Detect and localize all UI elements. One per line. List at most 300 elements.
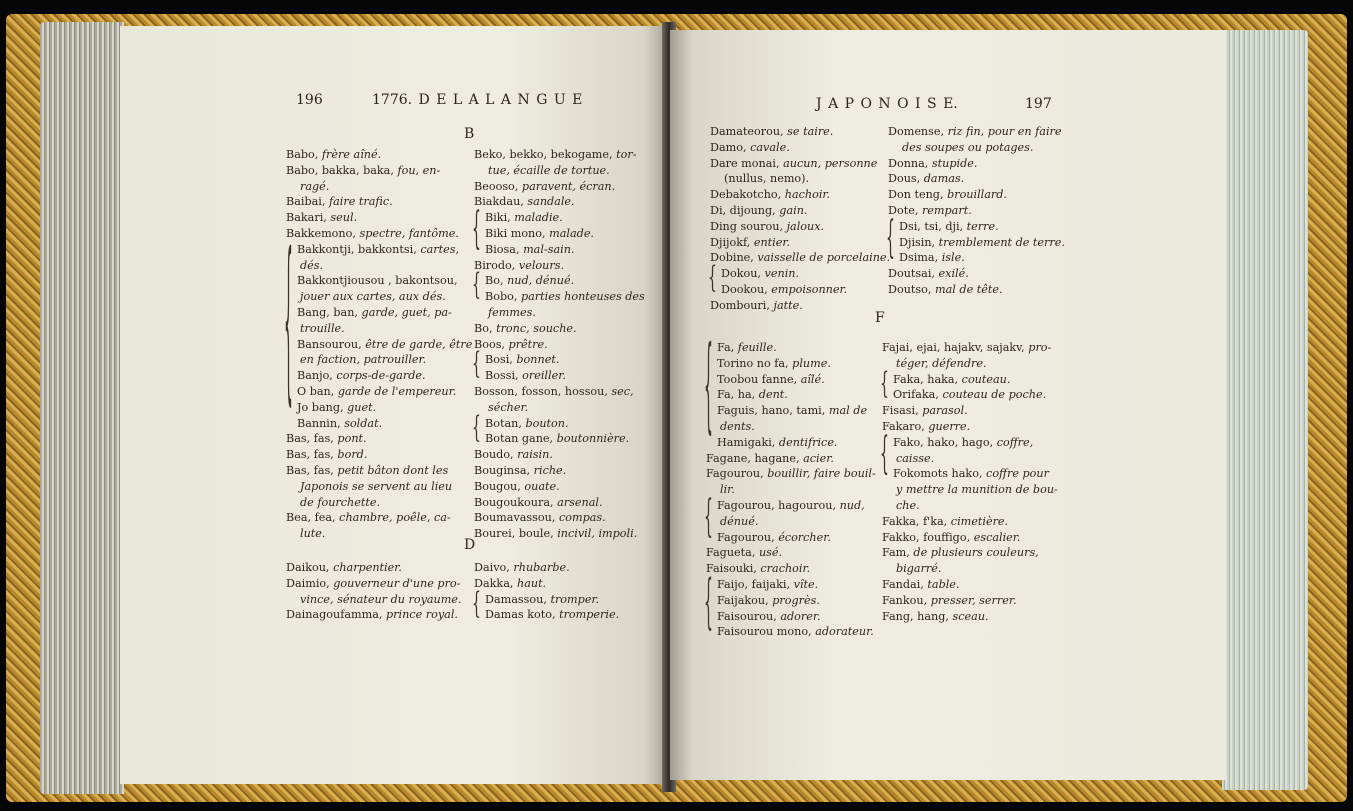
- definition: sécher.: [488, 400, 529, 414]
- dictionary-line: [474, 526, 645, 542]
- headword: Bosson, fosson, hossou,: [474, 384, 612, 398]
- definition: fou, en-: [397, 163, 441, 177]
- definition: mal-sain.: [523, 242, 575, 256]
- definition: isle.: [941, 251, 965, 265]
- headword: Baibai,: [286, 195, 329, 209]
- section-f-column-1: [704, 330, 876, 640]
- definition: damas.: [923, 172, 965, 186]
- headword: Banjo,: [297, 369, 337, 383]
- dictionary-line: [286, 576, 462, 592]
- definition: en faction, patrouiller.: [300, 353, 427, 367]
- headword: Djijokf,: [710, 235, 754, 249]
- definition: incivil, impoli.: [557, 527, 638, 541]
- dictionary-line: [710, 156, 890, 172]
- definition: corps-de-garde.: [336, 369, 426, 383]
- definition: dentifrice.: [778, 435, 838, 449]
- definition: des soupes ou potages.: [902, 140, 1034, 154]
- headword: Dakka,: [474, 576, 517, 590]
- dictionary-line: [882, 482, 1058, 498]
- page-edges-right: [1222, 30, 1308, 790]
- headword: Bansourou,: [297, 337, 366, 351]
- definition: riche.: [533, 463, 567, 477]
- definition: ragé.: [300, 179, 330, 193]
- dictionary-line: [474, 576, 619, 592]
- headword: (nullus, nemo).: [724, 172, 810, 186]
- definition: vaisselle de porcelaine.: [757, 251, 891, 265]
- headword: Bannin,: [297, 416, 345, 430]
- dictionary-line: [286, 592, 462, 608]
- dictionary-line: [286, 305, 472, 321]
- dictionary-line: [474, 337, 645, 353]
- definition: adorateur.: [815, 625, 874, 639]
- dictionary-line: [286, 495, 472, 511]
- definition: sceau.: [952, 609, 989, 623]
- definition: être de garde, être: [365, 337, 473, 351]
- headword: Biki mono,: [485, 226, 550, 240]
- definition: se taire.: [787, 125, 834, 138]
- dictionary-line: [710, 250, 890, 266]
- dictionary-line: [706, 498, 876, 514]
- headword: Faka, haka,: [893, 372, 962, 386]
- definition: rempart.: [921, 203, 972, 217]
- definition: sandale.: [527, 195, 575, 209]
- definition: tronc, souche.: [496, 321, 577, 335]
- section-b-column-2: [474, 147, 645, 542]
- headword: Fakko, fouffigo,: [882, 530, 974, 544]
- headword: Domense,: [888, 125, 948, 138]
- definition: spectre, fantôme.: [359, 226, 459, 240]
- dictionary-line: [706, 609, 876, 625]
- dictionary-line: [286, 258, 472, 274]
- definition: frère aîné.: [321, 148, 382, 161]
- definition: jaloux.: [786, 219, 825, 233]
- headword: Bossi,: [485, 369, 523, 383]
- headword: Faisourou,: [717, 609, 781, 623]
- definition: prêtre.: [508, 337, 548, 351]
- headword: Bea, fea,: [286, 511, 340, 525]
- definition: seul.: [330, 211, 358, 225]
- definition: garde, guet, pa-: [361, 305, 452, 319]
- headword: Hamigaki,: [717, 435, 779, 449]
- headword: Dare monai,: [710, 156, 784, 170]
- dictionary-line: [474, 194, 645, 210]
- definition: lir.: [720, 483, 735, 497]
- headword: Faisourou mono,: [717, 625, 816, 639]
- dictionary-line: [710, 187, 890, 203]
- definition: rhubarbe.: [513, 561, 570, 574]
- headword: Bobo,: [485, 290, 521, 304]
- section-letter-b: B: [464, 126, 475, 142]
- dictionary-line: [882, 419, 1058, 435]
- section-d-column-2: [474, 560, 619, 623]
- headword: Boumavassou,: [474, 511, 559, 525]
- dictionary-line: [286, 526, 472, 542]
- headword: Doutso,: [888, 282, 935, 296]
- dictionary-line: [710, 298, 890, 314]
- headword: Fagourou, hagourou,: [717, 498, 840, 512]
- definition: acier.: [803, 451, 834, 465]
- definition: ouate.: [524, 479, 560, 493]
- definition: malade.: [549, 226, 594, 240]
- headword: Dobine,: [710, 251, 758, 265]
- dictionary-line: [474, 273, 645, 289]
- definition: vince, sénateur du royaume.: [300, 592, 462, 606]
- headword: Fokomots hako,: [893, 467, 987, 481]
- headword: Orifaka,: [893, 388, 943, 402]
- dictionary-line: [882, 609, 1058, 625]
- dictionary-line: [474, 179, 645, 195]
- definition: bouillir, faire bouil-: [767, 467, 876, 481]
- dictionary-line: [710, 203, 890, 219]
- dictionary-line: [474, 510, 645, 526]
- dictionary-line: [474, 431, 645, 447]
- dictionary-line: [710, 219, 890, 235]
- right-top-column-1: [710, 124, 890, 314]
- definition: dés.: [300, 258, 324, 272]
- dictionary-line: [706, 451, 876, 467]
- headword: Bakkontji, bakkontsi,: [297, 242, 421, 256]
- dictionary-line: [882, 387, 1058, 403]
- dictionary-line: [474, 384, 645, 400]
- dictionary-line: [474, 305, 645, 321]
- dictionary-line: [710, 266, 890, 282]
- headword: Bas, fas,: [286, 463, 338, 477]
- dictionary-line: [286, 560, 462, 576]
- left-running-head: 1776. D E L A L A N G U E: [372, 92, 583, 108]
- headword: Babo,: [286, 148, 322, 161]
- dictionary-line: [882, 466, 1058, 482]
- dictionary-line: [710, 282, 890, 298]
- dictionary-line: [882, 545, 1058, 561]
- dictionary-line: [474, 495, 645, 511]
- headword: Doutsai,: [888, 267, 939, 281]
- dictionary-line: [474, 210, 645, 226]
- dictionary-line: [882, 530, 1058, 546]
- headword: Damas koto,: [485, 608, 560, 622]
- headword: Beko, bekko, bekogame,: [474, 148, 617, 161]
- dictionary-line: [706, 482, 876, 498]
- dictionary-line: [286, 447, 472, 463]
- definition: tremblement de terre.: [938, 235, 1065, 249]
- definition: venin.: [764, 267, 800, 281]
- headword: Dote,: [888, 203, 922, 217]
- left-page: [120, 26, 666, 784]
- headword: Dous,: [888, 172, 924, 186]
- headword: Biosa,: [485, 242, 524, 256]
- headword: Bas, fas,: [286, 448, 338, 462]
- dictionary-line: [882, 340, 1058, 356]
- dictionary-line: [286, 226, 472, 242]
- dictionary-line: [888, 250, 1065, 266]
- definition: parties honteuses des: [520, 290, 645, 304]
- dictionary-line: [286, 194, 472, 210]
- dictionary-line: [706, 561, 876, 577]
- dictionary-line: [888, 140, 1065, 156]
- definition: lute.: [300, 527, 326, 541]
- definition: femmes.: [488, 305, 536, 319]
- headword: Fagourou,: [706, 467, 768, 481]
- definition: petit bâton dont les: [337, 463, 449, 477]
- definition: tromperie.: [559, 608, 620, 622]
- headword: Daimio,: [286, 576, 334, 590]
- definition: écorcher.: [778, 530, 831, 544]
- dictionary-line: [474, 289, 645, 305]
- headword: Beooso,: [474, 179, 522, 193]
- dictionary-line: [888, 266, 1065, 282]
- headword: Daikou,: [286, 561, 334, 574]
- brace-glyph: {: [704, 330, 713, 449]
- definition: prince royal.: [386, 608, 458, 622]
- dictionary-line: [286, 337, 472, 353]
- headword: Fagueta,: [706, 546, 759, 560]
- dictionary-line: [888, 187, 1065, 203]
- dictionary-line: [710, 124, 890, 140]
- headword: Bakari,: [286, 211, 331, 225]
- dictionary-line: [474, 400, 645, 416]
- dictionary-line: [888, 171, 1065, 187]
- dictionary-line: [710, 235, 890, 251]
- dictionary-line: [706, 387, 876, 403]
- dictionary-line: [286, 400, 472, 416]
- definition: pro-: [1028, 341, 1052, 354]
- brace-glyph: {: [880, 367, 889, 402]
- dictionary-line: [474, 368, 645, 384]
- dictionary-line: [882, 451, 1058, 467]
- definition: mal de tête.: [935, 282, 1003, 296]
- definition: arsenal.: [557, 495, 603, 509]
- dictionary-line: [474, 321, 645, 337]
- headword: Fakaro,: [882, 419, 929, 433]
- dictionary-line: [882, 435, 1058, 451]
- headword: O ban,: [297, 384, 338, 398]
- headword: Botan gane,: [485, 432, 557, 446]
- dictionary-line: [474, 447, 645, 463]
- definition: bord.: [337, 448, 368, 462]
- dictionary-line: [706, 403, 876, 419]
- definition: caisse.: [896, 451, 935, 465]
- definition: coffre pour: [986, 467, 1049, 481]
- headword: Bougou,: [474, 479, 525, 493]
- definition: tor-: [616, 148, 637, 161]
- definition: de plusieurs couleurs,: [913, 546, 1039, 560]
- definition: cavale.: [750, 140, 790, 154]
- headword: Botan,: [485, 416, 526, 430]
- dictionary-line: [706, 593, 876, 609]
- dictionary-line: [706, 514, 876, 530]
- dictionary-line: [706, 624, 876, 640]
- headword: Damo,: [710, 140, 751, 154]
- dictionary-line: [474, 163, 645, 179]
- dictionary-line: [882, 372, 1058, 388]
- dictionary-line: [474, 592, 619, 608]
- definition: aucun, personne: [783, 156, 878, 170]
- definition: usé.: [758, 546, 783, 560]
- dictionary-line: [286, 147, 472, 163]
- definition: table.: [927, 577, 960, 591]
- definition: haut.: [516, 576, 547, 590]
- headword: Fa,: [717, 341, 738, 354]
- definition: garde de l'empereur.: [337, 384, 457, 398]
- definition: boutonnière.: [556, 432, 630, 446]
- dictionary-line: [706, 419, 876, 435]
- definition: charpentier.: [333, 561, 402, 574]
- definition: couteau.: [961, 372, 1011, 386]
- headword: Birodo,: [474, 258, 519, 272]
- definition: bigarré.: [896, 562, 942, 576]
- headword: Boudo,: [474, 448, 518, 462]
- headword: Fako, hako, hago,: [893, 435, 997, 449]
- dictionary-line: [888, 219, 1065, 235]
- definition: dents.: [720, 419, 755, 433]
- dictionary-line: [474, 226, 645, 242]
- headword: Dsima,: [899, 251, 942, 265]
- dictionary-line: [706, 340, 876, 356]
- definition: terre.: [966, 219, 999, 233]
- brace-glyph: {: [472, 411, 481, 446]
- dictionary-line: [474, 607, 619, 623]
- dictionary-line: [474, 560, 619, 576]
- definition: parasol.: [922, 404, 968, 418]
- headword: Dookou,: [721, 282, 772, 296]
- headword: Fa, ha,: [717, 388, 759, 402]
- right-page-number: 197: [1025, 96, 1052, 112]
- definition: bonnet.: [516, 353, 560, 367]
- dictionary-line: [888, 124, 1065, 140]
- dictionary-line: [474, 479, 645, 495]
- dictionary-line: [882, 577, 1058, 593]
- section-b-column-1: [286, 147, 472, 542]
- dictionary-line: [286, 368, 472, 384]
- dictionary-line: [882, 356, 1058, 372]
- definition: oreiller.: [522, 369, 566, 383]
- dictionary-line: [706, 577, 876, 593]
- dictionary-line: [286, 607, 462, 623]
- definition: pont.: [337, 432, 367, 446]
- definition: jouer aux cartes, aux dés.: [300, 290, 446, 304]
- headword: Daivo,: [474, 561, 514, 574]
- definition: guerre.: [928, 419, 971, 433]
- brace-glyph: {: [472, 205, 481, 256]
- definition: sec,: [611, 384, 634, 398]
- headword: Fankou,: [882, 593, 931, 607]
- dictionary-line: [286, 289, 472, 305]
- headword: Bouginsa,: [474, 463, 534, 477]
- dictionary-line: [286, 163, 472, 179]
- dictionary-line: [286, 273, 472, 289]
- definition: adorer.: [780, 609, 821, 623]
- brace-glyph: {: [708, 262, 717, 296]
- definition: guet.: [347, 400, 377, 414]
- headword: Ding sourou,: [710, 219, 787, 233]
- headword: Dombouri,: [710, 298, 774, 312]
- headword: Fisasi,: [882, 404, 923, 418]
- definition: gouverneur d'une pro-: [333, 576, 461, 590]
- right-running-head: J A P O N O I S E.: [816, 96, 958, 112]
- headword: Faguis, hano, tami,: [717, 404, 829, 418]
- definition: cimetière.: [950, 514, 1009, 528]
- headword: Bakkemono,: [286, 226, 360, 240]
- definition: téger, défendre.: [896, 356, 987, 370]
- dictionary-line: [706, 372, 876, 388]
- headword: Toobou fanne,: [717, 372, 801, 386]
- headword: Djisin,: [899, 235, 939, 249]
- definition: brouillard.: [947, 188, 1007, 202]
- headword: Bo,: [474, 321, 497, 335]
- dictionary-line: [286, 416, 472, 432]
- definition: gain.: [779, 203, 808, 217]
- headword: Fang, hang,: [882, 609, 953, 623]
- definition: raisin.: [517, 448, 553, 462]
- definition: exilé.: [938, 267, 969, 281]
- definition: maladie.: [514, 211, 563, 225]
- dictionary-line: [888, 282, 1065, 298]
- definition: velours.: [518, 258, 565, 272]
- left-page-number: 196: [296, 92, 323, 108]
- definition: de fourchette.: [300, 495, 381, 509]
- headword: Bo,: [485, 274, 508, 288]
- dictionary-line: [474, 416, 645, 432]
- dictionary-line: [474, 258, 645, 274]
- headword: Donna,: [888, 156, 932, 170]
- definition: hachoir.: [784, 188, 831, 202]
- definition: chambre, poêle, ca-: [339, 511, 451, 525]
- brace-glyph: {: [472, 269, 481, 303]
- dictionary-line: [286, 321, 472, 337]
- definition: mal de: [828, 404, 868, 418]
- page-edges-left: [40, 22, 124, 794]
- definition: plume.: [792, 356, 831, 370]
- definition: empoisonner.: [771, 282, 848, 296]
- dictionary-line: [706, 545, 876, 561]
- definition: tromper.: [550, 592, 600, 606]
- dictionary-line: [286, 463, 472, 479]
- headword: Fakka, f'ka,: [882, 514, 951, 528]
- headword: Damateorou,: [710, 125, 788, 138]
- headword: Dokou,: [721, 267, 765, 281]
- headword: Dainagoufamma,: [286, 608, 387, 622]
- dictionary-line: [286, 352, 472, 368]
- dictionary-line: [888, 156, 1065, 172]
- headword: Fagane, hagane,: [706, 451, 804, 465]
- headword: Don teng,: [888, 188, 948, 202]
- dictionary-line: [286, 510, 472, 526]
- definition: aîlé.: [800, 372, 825, 386]
- dictionary-line: [710, 171, 890, 187]
- definition: couteau de poche.: [942, 388, 1047, 402]
- brace-glyph: {: [704, 570, 713, 639]
- headword: Jo bang,: [297, 400, 348, 414]
- headword: Torino no fa,: [717, 356, 793, 370]
- dictionary-line: [286, 242, 472, 258]
- brace-glyph: {: [472, 587, 481, 622]
- headword: Fam,: [882, 546, 914, 560]
- definition: stupide.: [931, 156, 978, 170]
- brace-glyph: {: [880, 429, 889, 481]
- definition: bouton.: [525, 416, 569, 430]
- right-page: [670, 30, 1226, 780]
- definition: paravent, écran.: [521, 179, 616, 193]
- dictionary-line: [706, 356, 876, 372]
- definition: escalier.: [973, 530, 1021, 544]
- dictionary-line: [882, 514, 1058, 530]
- dictionary-line: [474, 147, 645, 163]
- headword: Bakkontjiousou , bakontsou,: [297, 274, 458, 288]
- dictionary-line: [474, 242, 645, 258]
- headword: Biakdau,: [474, 195, 528, 209]
- definition: jatte.: [773, 298, 803, 312]
- headword: Faijo, faijaki,: [717, 577, 794, 591]
- brace-glyph: {: [704, 492, 713, 544]
